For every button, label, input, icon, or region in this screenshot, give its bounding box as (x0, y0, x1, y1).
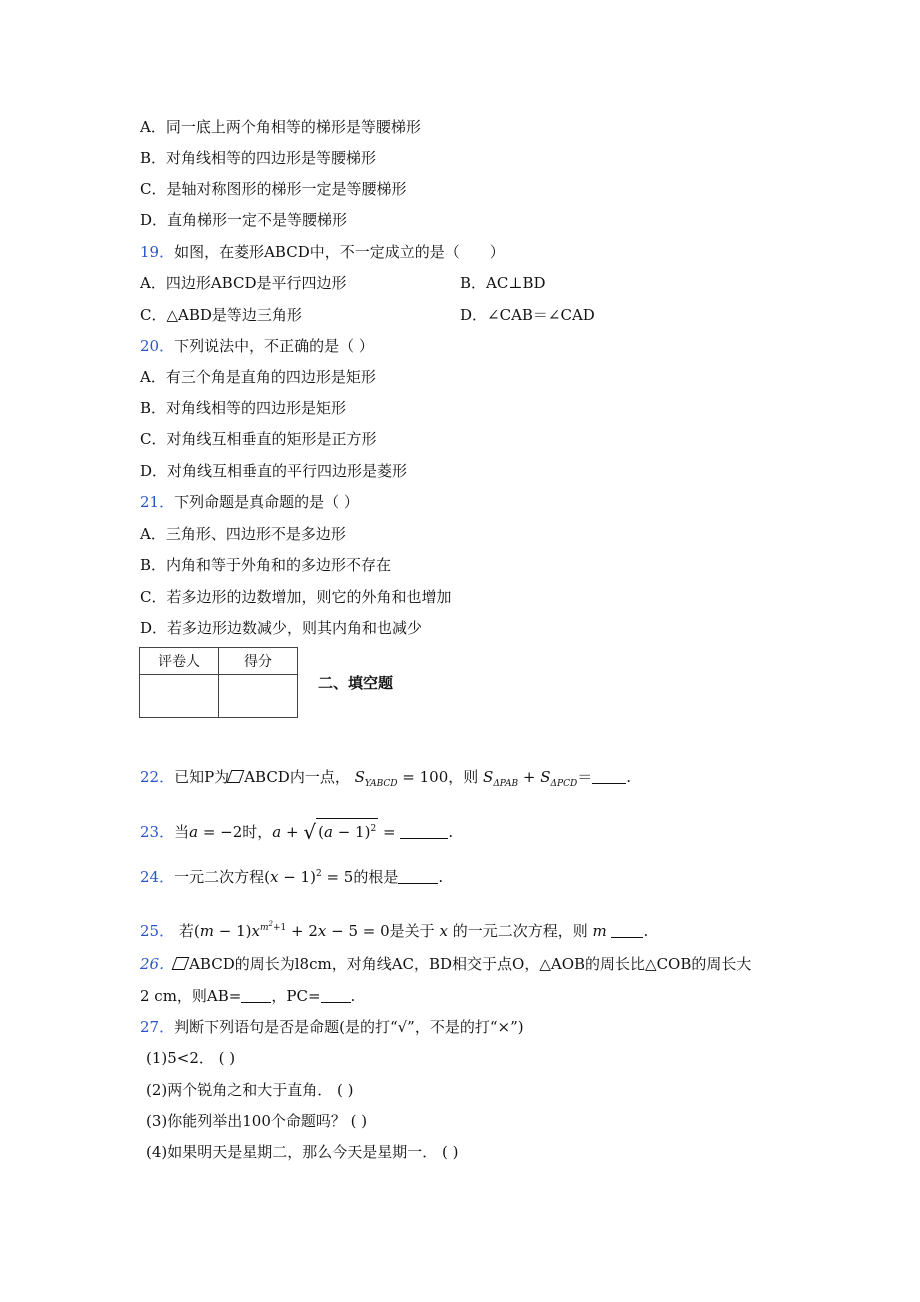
q20-option-b: B．对角线相等的四边形是矩形 (140, 399, 347, 417)
q20-option-c: C．对角线互相垂直的矩形是正方形 (140, 430, 377, 448)
parallelogram-icon (172, 957, 190, 970)
q18-option-b: B．对角线相等的四边形是等腰梯形 (140, 149, 377, 167)
question-text: . (438, 868, 444, 886)
question-24 (140, 864, 443, 887)
q27-item-1: (1)5<2． ( ) (146, 1049, 236, 1067)
question-text: 是关于 (389, 922, 435, 940)
question-22 (140, 767, 631, 794)
question-26-line2 (140, 986, 355, 1006)
q18-option-c: C．是轴对称图形的梯形一定是等腰梯形 (140, 180, 407, 198)
question-text: 的根是 (353, 868, 399, 886)
question-text: ，则 (448, 768, 479, 786)
q21-option-a: A．三角形、四边形不是多边形 (140, 525, 346, 543)
q21-option-d: D．若多边形边数减少，则其内角和也减少 (140, 619, 423, 637)
formula-sum: $S_{\Delta PAB} + S_{\Delta PCD}$ (478, 768, 578, 789)
score-cell[interactable] (219, 675, 298, 718)
parallelogram-icon (227, 770, 245, 783)
question-23 (140, 818, 453, 842)
formula-variable: m (587, 922, 612, 940)
question-stem: 下列命题是真命题的是（ ） (174, 493, 359, 511)
q19-option-c: C．△ABD是等边三角形 (140, 306, 302, 324)
question-stem: 如图，在菱形ABCD中，不一定成立的是（ ） (174, 243, 505, 261)
answer-blank[interactable] (398, 869, 438, 884)
formula-condition: a = −2 (189, 823, 243, 841)
q21-option-c: C．若多边形的边数增加，则它的外角和也增加 (140, 588, 452, 606)
q27-item-3: (3)你能列举出100个命题吗？ ( ) (146, 1112, 368, 1130)
question-text: . (626, 768, 632, 786)
question-number: 26． (140, 955, 175, 973)
question-19 (140, 242, 505, 262)
grader-cell[interactable] (140, 675, 219, 718)
formula-area: $S_{YABCD} = 100$ (349, 768, 449, 789)
question-number: 27． (140, 1018, 175, 1036)
q19-option-a: A．四边形ABCD是平行四边形 (140, 274, 347, 292)
q21-option-b: B．内角和等于外角和的多边形不存在 (140, 556, 392, 574)
question-text: 2 cm，则AB= (140, 987, 242, 1005)
question-number: 20． (140, 337, 175, 355)
question-text: ABCD的周长为l8cm，对角线AC，BD相交于点O，△AOB的周长比△COB的周长大 (189, 955, 752, 973)
question-27 (140, 1017, 524, 1037)
q18-option-a: A．同一底上两个角相等的梯形是等腰梯形 (140, 118, 421, 136)
answer-blank-pc[interactable] (321, 988, 351, 1003)
question-text: ABCD内一点， (244, 768, 350, 786)
question-number: 19． (140, 243, 175, 261)
score-table (139, 647, 298, 718)
question-25 (140, 914, 648, 941)
formula-equation: $(x - 1)^2 = 5$ (264, 868, 354, 886)
question-number: 24． (140, 868, 175, 886)
question-20 (140, 336, 374, 356)
score-header: 得分 (219, 648, 298, 675)
grader-header: 评卷人 (140, 648, 219, 675)
question-text: . (448, 823, 454, 841)
question-number: 25． (140, 922, 175, 940)
question-text: 当 (174, 823, 190, 841)
question-text: ＝ (577, 768, 593, 786)
question-26 (140, 954, 751, 974)
question-text: . (350, 987, 356, 1005)
question-text: 若 (178, 922, 194, 940)
q18-option-d: D．直角梯形一定不是等腰梯形 (140, 211, 348, 229)
q27-item-4: (4)如果明天是星期二，那么今天是星期一． ( ) (146, 1143, 459, 1161)
question-text: 的一元二次方程，则 (452, 922, 588, 940)
formula-expression: a + √ $(a - 1)^2$ = (272, 820, 396, 844)
question-text: 一元二次方程 (174, 868, 265, 886)
question-number: 23． (140, 823, 175, 841)
answer-blank-ab[interactable] (241, 988, 271, 1003)
q19-option-b: B．AC⊥BD (460, 274, 546, 292)
question-text: 时， (242, 823, 273, 841)
answer-blank[interactable] (592, 769, 626, 784)
q19-option-d: D．∠CAB＝∠CAD (460, 306, 595, 324)
question-text: . (643, 922, 649, 940)
q20-option-d: D．对角线互相垂直的平行四边形是菱形 (140, 462, 408, 480)
question-number: 22． (140, 768, 175, 786)
question-text: 已知P为 (174, 768, 230, 786)
answer-blank[interactable] (400, 824, 448, 839)
question-stem: 下列说法中，不正确的是（ ） (174, 337, 374, 355)
q20-option-a: A．有三个角是直角的四边形是矩形 (140, 368, 376, 386)
question-number: 21． (140, 493, 175, 511)
formula-variable: x (434, 922, 453, 940)
question-stem: 判断下列语句是否是命题(是的打“√”，不是的打“×”) (174, 1018, 524, 1036)
question-21 (140, 492, 359, 512)
formula-equation: $(m - 1)x^{m^2+1} + 2x - 5 = 0$ (193, 920, 390, 940)
q27-item-2: (2)两个锐角之和大于直角． ( ) (146, 1081, 354, 1099)
section-title: 二、填空题 (318, 674, 394, 692)
answer-blank[interactable] (611, 923, 643, 938)
question-text: ，PC= (271, 987, 321, 1005)
